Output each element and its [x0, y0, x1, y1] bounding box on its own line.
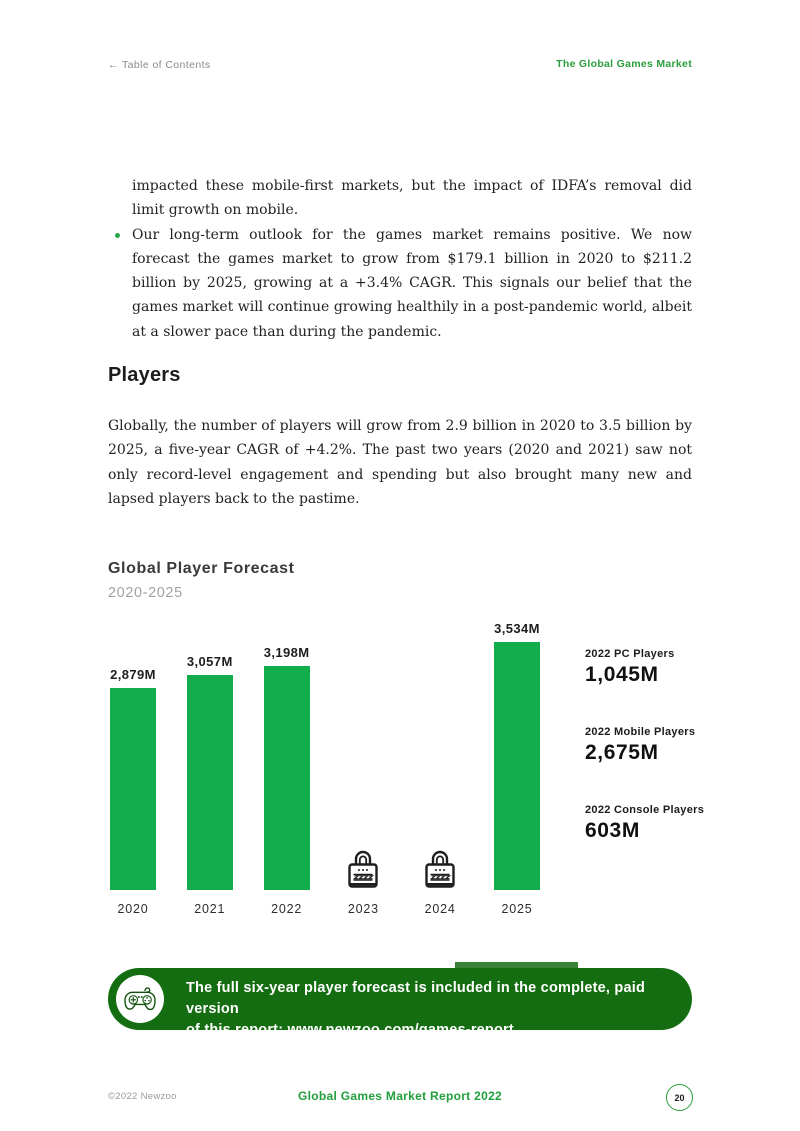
year-label-2021: 2021 — [194, 902, 226, 916]
year-label-2025: 2025 — [501, 902, 533, 916]
stat-value: 603M — [585, 819, 640, 842]
stat-value: 2,675M — [585, 741, 659, 764]
stat-pc-players — [585, 648, 715, 687]
bar-value-label-2022: 3,198M — [263, 645, 310, 660]
banner-line2-prefix: of this report: — [186, 1022, 288, 1038]
stat-label: 2022 Console Players — [585, 804, 705, 816]
paragraph-continuation: impacted these mobile-first markets, but the impact of IDFA’s removal did limit growth on mobile. — [132, 178, 692, 219]
page-number: 20 — [674, 1092, 685, 1103]
table-of-contents-link[interactable]: ← Table of Contents — [108, 59, 211, 71]
bar-2022 — [264, 666, 310, 890]
banner-suffix: . — [513, 1022, 519, 1038]
players-paragraph: Globally, the number of players will grow from 2.9 billion in 2020 to 3.5 billion by 2025, a five-year CAGR of +4.2%. The past two years (2020 and 2021) saw not only record-level engagement and spending but also brought many new and lapsed players back to the pastime. — [108, 418, 692, 507]
paid-report-banner — [108, 968, 692, 1038]
bar-2025 — [494, 642, 540, 890]
players-heading: Players — [108, 364, 181, 386]
section-title: The Global Games Market — [556, 58, 692, 70]
gamepad-icon — [116, 975, 164, 1023]
chart-subtitle: 2020-2025 — [108, 585, 183, 601]
lock-icon-2024 — [420, 845, 460, 895]
page-number-badge — [666, 1084, 693, 1111]
stat-label: 2022 PC Players — [585, 648, 675, 660]
footer-copyright: ©2022 Newzoo — [108, 1091, 177, 1102]
bar-value-label-2025: 3,534M — [494, 621, 540, 636]
footer-report-title: Global Games Market Report 2022 — [297, 1089, 503, 1103]
banner-line1: The full six-year player forecast is included in the complete, paid version — [186, 980, 645, 1017]
body-copy — [108, 174, 692, 344]
year-label-2024: 2024 — [424, 902, 456, 916]
stat-label: 2022 Mobile Players — [585, 726, 696, 738]
stat-value: 1,045M — [585, 663, 659, 686]
bar-value-label-2021: 3,057M — [186, 654, 233, 669]
year-label-2020: 2020 — [117, 902, 149, 916]
year-label-2022: 2022 — [271, 902, 303, 916]
bar-2021 — [187, 675, 233, 890]
bar-2020 — [110, 688, 156, 890]
chart-title: Global Player Forecast — [108, 560, 295, 577]
banner-text — [186, 978, 678, 1041]
bar-value-label-2020: 2,879M — [110, 667, 156, 682]
year-label-2023: 2023 — [347, 902, 379, 916]
bullet-item-outlook: Our long-term outlook for the games market remains positive. We now forecast the games market to grow from $179.1 billion in 2020 to $211.2 billion by 2025, growing at a +3.4% CAGR. This signals our belief that the games market will continue growing healthily in a post-pandemic world, albeit at a slower pace than during the pandemic. — [108, 223, 692, 344]
games-report-link[interactable]: www.newzoo.com/games-report — [287, 1022, 514, 1038]
player-forecast-chart — [108, 615, 560, 917]
lock-icon-2023 — [343, 845, 383, 895]
stat-mobile-players — [585, 726, 715, 765]
side-stats — [585, 648, 715, 877]
stat-console-players — [585, 804, 715, 843]
